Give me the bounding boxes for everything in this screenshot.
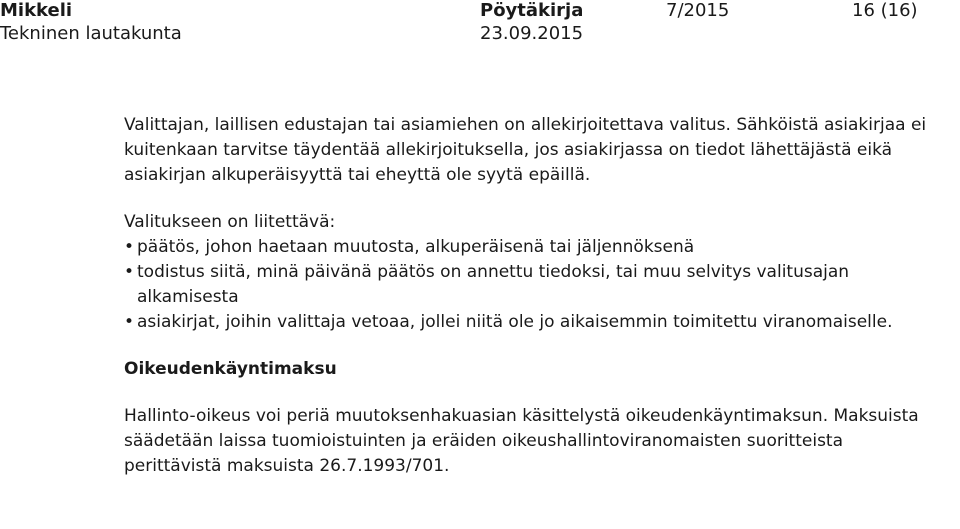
document-type: Pöytäkirja: [480, 0, 584, 21]
bullet-icon: •: [124, 237, 135, 257]
bullet-icon: •: [124, 312, 135, 332]
section-heading: Oikeudenkäyntimaksu: [124, 359, 337, 379]
list-item: [124, 260, 944, 310]
document-date: 23.09.2015: [480, 23, 584, 44]
list-item-text: päätös, johon haetaan muutosta, alkuperäisenä tai jäljennöksenä: [137, 237, 695, 257]
list-item: [124, 310, 944, 335]
list-item: [124, 235, 944, 260]
page-header: [0, 0, 960, 50]
attachments-list: [124, 235, 944, 335]
organization-name: Mikkeli: [0, 0, 73, 21]
bullet-icon: •: [124, 262, 135, 282]
page-number: 16 (16): [852, 0, 918, 21]
committee-name: Tekninen lautakunta: [0, 23, 182, 44]
document-body: [124, 113, 944, 479]
list-item-text: asiakirjat, joihin valittaja vetoaa, jollei niitä ole jo aikaisemmin toimitettu viranomaiselle.: [137, 312, 893, 332]
section-paragraph: Hallinto-oikeus voi periä muutoksenhakuasian käsittelystä oikeudenkäyntimaksun. Maksuista säädetään laissa tuomioistuinten ja eräiden oikeushallintoviranomaisten suoritteista perittävistä maksuista 26.7.1993/701.: [124, 406, 919, 476]
attachments-title: Valitukseen on liitettävä:: [124, 212, 336, 232]
list-item-text: todistus siitä, minä päivänä päätös on annettu tiedoksi, tai muu selvitys valitusajan alkamisesta: [137, 262, 850, 307]
document-number: 7/2015: [666, 0, 730, 21]
intro-paragraph: Valittajan, laillisen edustajan tai asiamiehen on allekirjoitettava valitus. Sähköistä asiakirjaa ei kuitenkaan tarvitse täydentää allekirjoituksella, jos asiakirjassa on tiedot lähettäjästä eikä asiakirjan alkuperäisyyttä tai eheyttä ole syytä epäillä.: [124, 115, 927, 185]
